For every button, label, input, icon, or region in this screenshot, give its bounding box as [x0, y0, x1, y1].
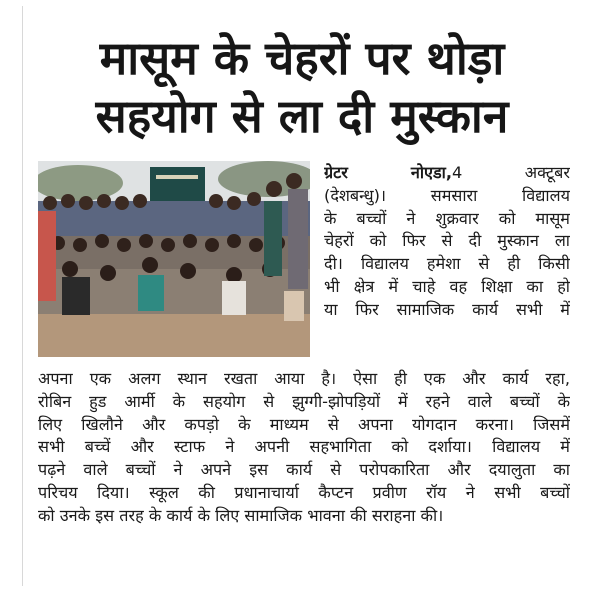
- body-line-5: पढ़ने वाले बच्चों ने अपने इस कार्य से परोपकारिता और दयालुता का: [38, 460, 570, 480]
- body-line-4: सभी बच्चें और स्टाफ ने अपनी सहभागिता को दर्शाया। विद्यालय में: [38, 437, 570, 457]
- body-line-6: परिचय दिया। स्कूल की प्रधानाचार्या कैप्टन प्रवीण रॉय ने सभी बच्चों: [38, 482, 570, 502]
- body-line-1: अपना एक अलग स्थान रखता आया है। ऐसा ही एक और कार्य रहा,: [38, 369, 570, 388]
- lead-line-6: भी क्षेत्र में चाहे वह शिक्षा का हो: [324, 276, 570, 296]
- body-paragraph: [38, 368, 570, 528]
- group-photo-illustration: [38, 161, 310, 357]
- lead-line-3: के बच्चों ने शुक्रवार को मासूम: [324, 208, 570, 228]
- lead-paragraph: [324, 162, 570, 322]
- lead-line-2: (देशबन्धु)। समसारा विद्यालय: [324, 185, 570, 205]
- headline-line-2: सहयोग से ला दी मुस्कान: [95, 89, 509, 143]
- lead-line-5: दी। विद्यालय हमेशा से ही किसी: [324, 254, 570, 274]
- headline-line-1: मासूम के चेहरों पर थोड़ा: [99, 31, 505, 85]
- lead-line-1: [324, 162, 570, 185]
- lead-line-4: चेहरों को फिर से दी मुस्कान ला: [324, 231, 570, 251]
- body-line-2: रोबिन हुड आर्मी के सहयोग से झुग्गी-झोपड़ियों में रहने वाले बच्चों के: [38, 391, 570, 411]
- dateline: ग्रेटर नोएडा,: [324, 163, 453, 182]
- body-line-3: लिए खिलौने और कपड़ो के माध्यम से अपना योगदान करना। जिसमें: [38, 414, 570, 434]
- lead-line-7: या फिर सामाजिक कार्य सभी में: [324, 299, 570, 319]
- article-photo: [38, 161, 310, 357]
- body-line-7: को उनके इस तरह के कार्य के लिए सामाजिक भावना की सराहना की।: [38, 505, 444, 525]
- lead-line-1-text: 4 अक्टूबर: [452, 163, 570, 182]
